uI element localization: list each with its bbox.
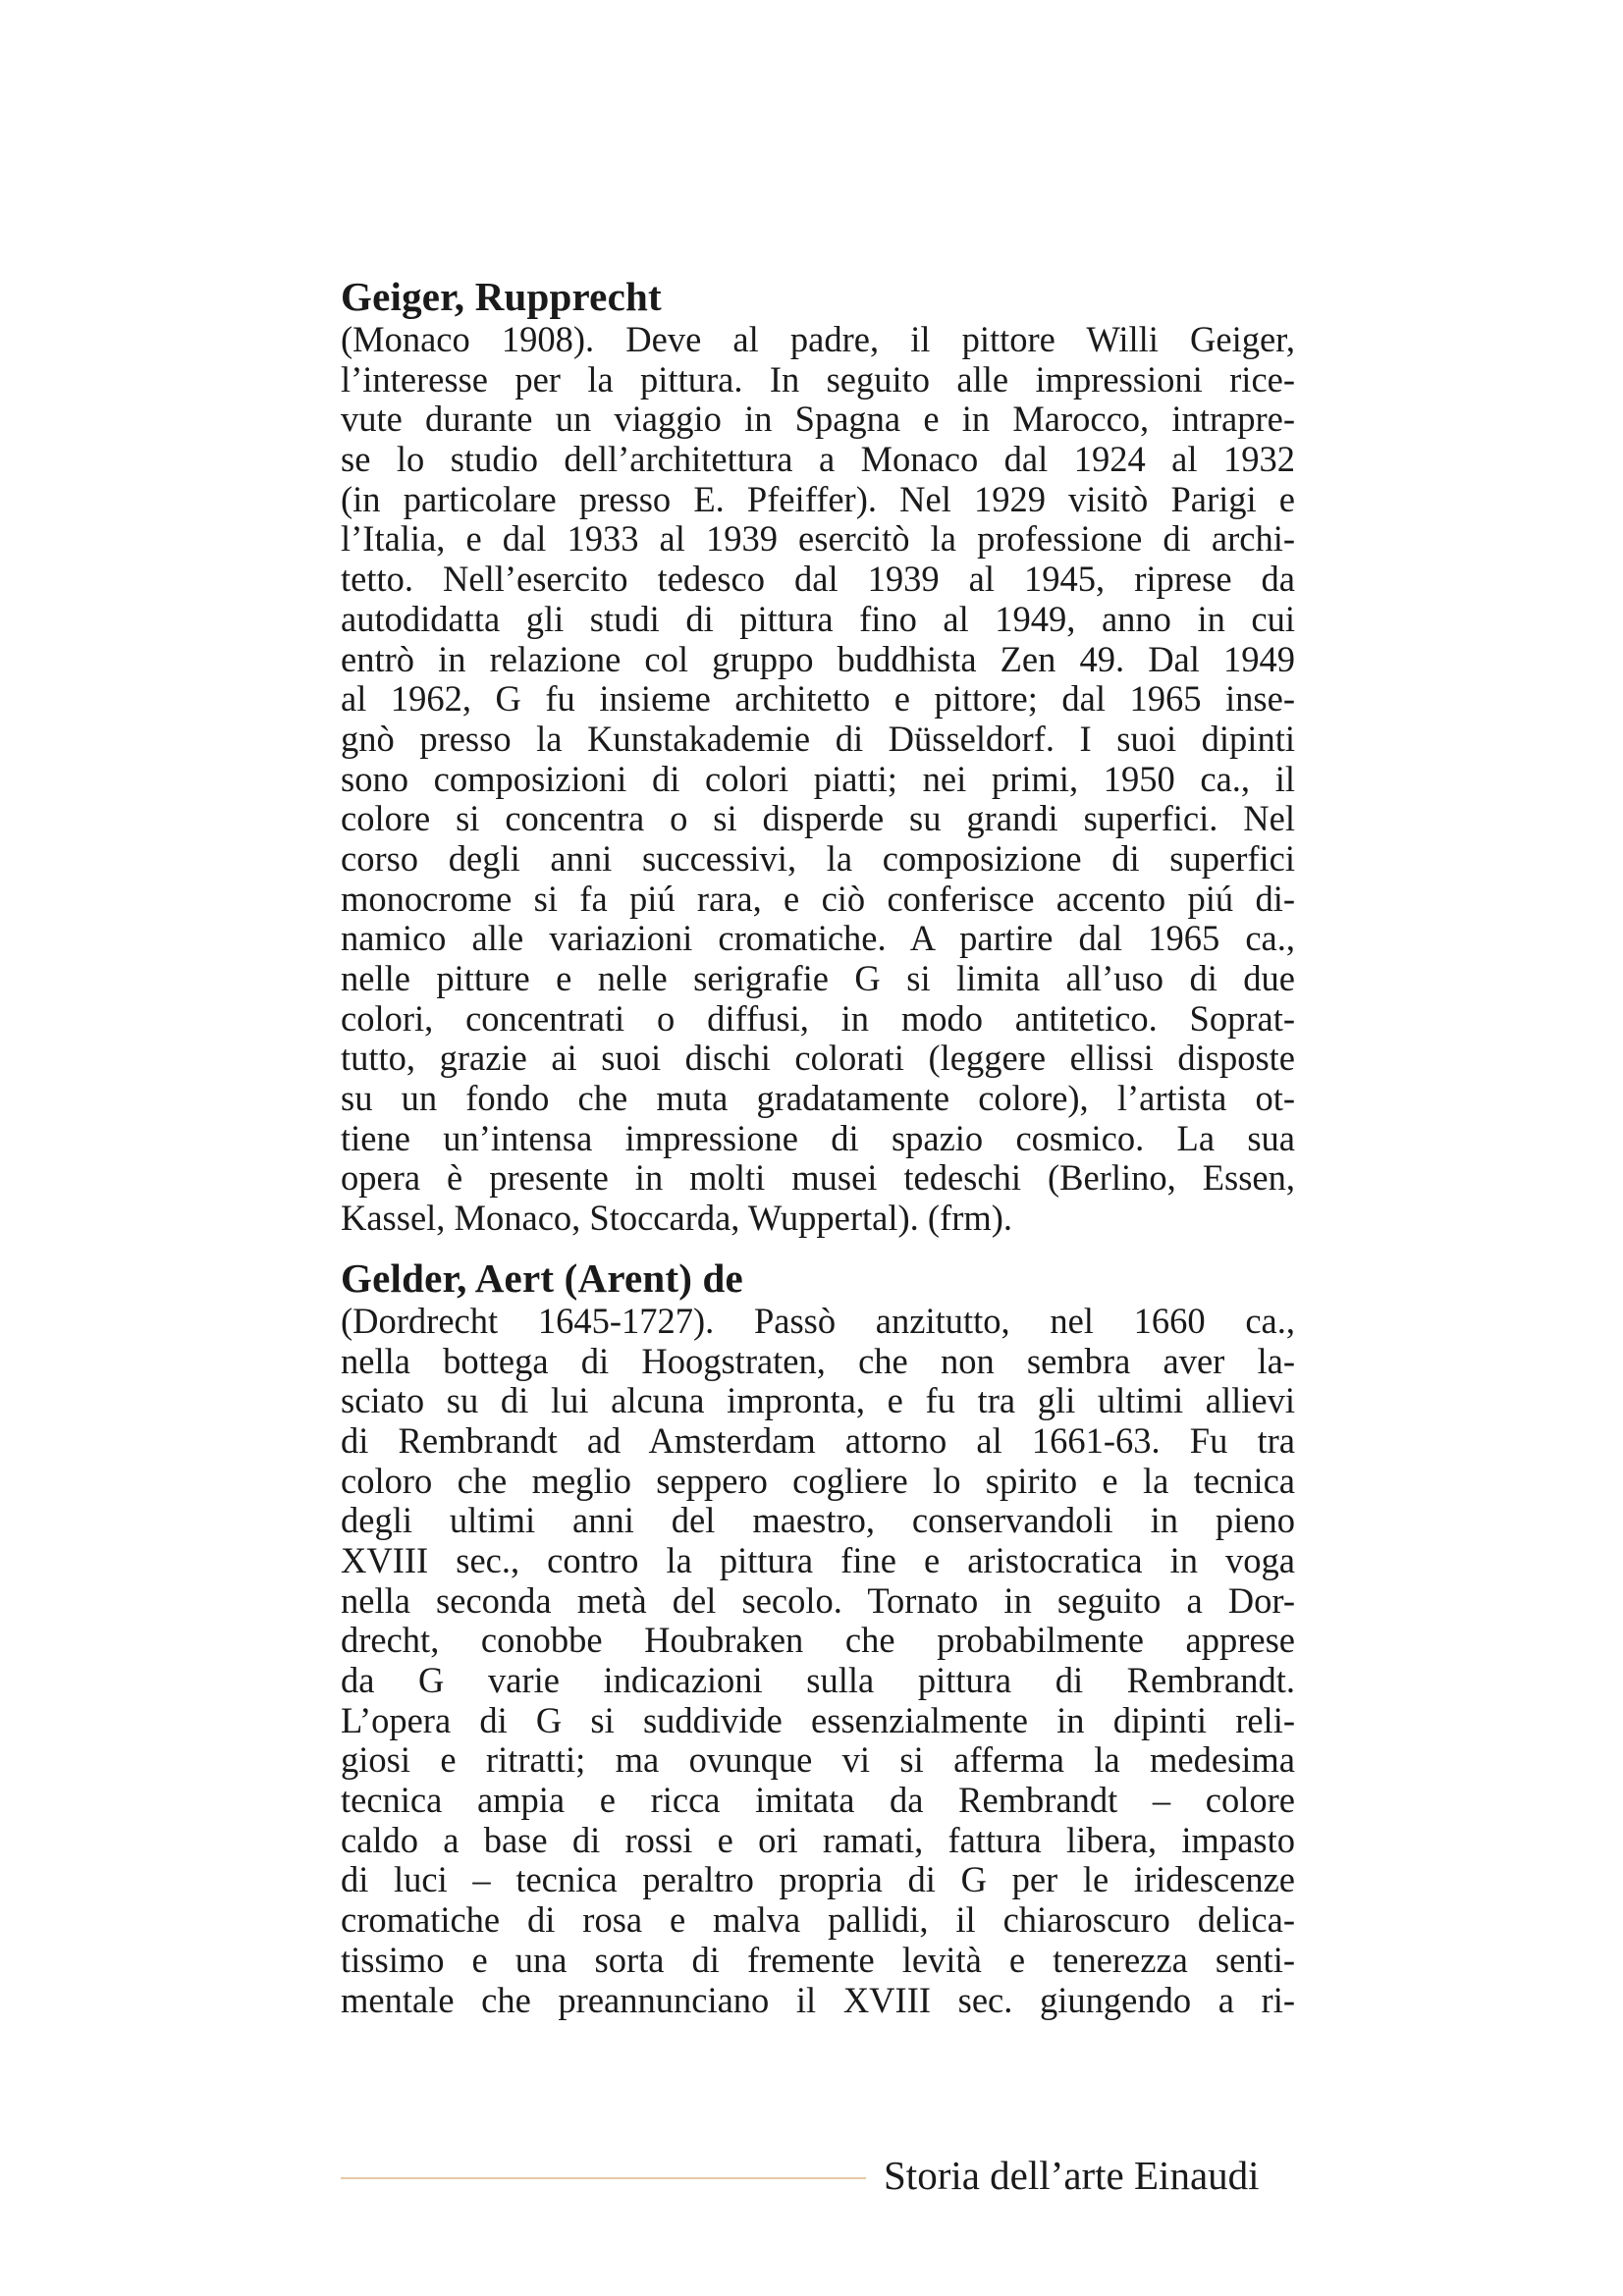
- body-line: da G varie indicazioni sulla pittura di Rembrandt.: [341, 1660, 1295, 1700]
- body-line: Kassel, Monaco, Stoccarda, Wuppertal). (frm).: [341, 1198, 1013, 1239]
- document-page: [341, 273, 1295, 2020]
- body-line: l’interesse per la pittura. In seguito alle impressioni rice-: [341, 358, 1295, 400]
- entry-body: [341, 320, 1295, 1239]
- body-line: degli ultimi anni del maestro, conservandoli in pieno: [341, 1500, 1295, 1541]
- body-line: (Dordrecht 1645-1727). Passò anzitutto, nel 1660 ca.,: [341, 1300, 1295, 1341]
- body-line: nella bottega di Hoogstraten, che non sembra aver la-: [341, 1340, 1295, 1381]
- body-line: namico alle variazioni cromatiche. A partire dal 1965 ca.,: [341, 918, 1295, 959]
- body-line: colore si concentra o si disperde su grandi superfici. Nel: [341, 798, 1295, 839]
- entry-title: Geiger, Rupprecht: [341, 274, 662, 319]
- body-line: opera è presente in molti musei tedeschi (Berlino, Essen,: [341, 1157, 1295, 1199]
- body-line: entrò in relazione col gruppo buddhista Zen 49. Dal 1949: [341, 638, 1295, 679]
- body-line: autodidatta gli studi di pittura fino al 1949, anno in cui: [341, 598, 1295, 639]
- body-line: l’Italia, e dal 1933 al 1939 esercitò la professione di archi-: [341, 518, 1295, 560]
- body-line: su un fondo che muta gradatamente colore), l’artista ot-: [341, 1078, 1295, 1119]
- body-line: mentale che preannunciano il XVIII sec. giungendo a ri-: [341, 1979, 1295, 2020]
- body-line: sciato su di lui alcuna impronta, e fu tra gli ultimi allievi: [341, 1380, 1295, 1421]
- body-line: drecht, conobbe Houbraken che probabilmente apprese: [341, 1620, 1295, 1661]
- body-line: al 1962, G fu insieme architetto e pittore; dal 1965 inse-: [341, 678, 1295, 720]
- body-line: gnò presso la Kunstakademie di Düsseldorf. I suoi dipinti: [341, 718, 1295, 759]
- body-line: colori, concentrati o diffusi, in modo antitetico. Soprat-: [341, 997, 1295, 1039]
- body-line: corso degli anni successivi, la composizione di superfici: [341, 837, 1295, 879]
- body-line: di Rembrandt ad Amsterdam attorno al 1661-63. Fu tra: [341, 1419, 1295, 1461]
- body-line: tissimo e una sorta di fremente levità e tenerezza senti-: [341, 1939, 1295, 1980]
- body-line: (in particolare presso E. Pfeiffer). Nel 1929 visitò Parigi e: [341, 478, 1295, 519]
- entry-body: [341, 1302, 1295, 2020]
- body-line: di luci – tecnica peraltro propria di G per le iridescenze: [341, 1859, 1295, 1900]
- body-line: tetto. Nell’esercito tedesco dal 1939 al 1945, riprese da: [341, 559, 1295, 600]
- body-line: tiene un’intensa impressione di spazio cosmico. La sua: [341, 1117, 1295, 1158]
- body-line: nella seconda metà del secolo. Tornato in seguito a Dor-: [341, 1579, 1295, 1621]
- body-line: sono composizioni di colori piatti; nei primi, 1950 ca., il: [341, 758, 1295, 799]
- body-line: vute durante un viaggio in Spagna e in Marocco, intrapre-: [341, 399, 1295, 440]
- entry-gelder: [341, 1255, 1295, 2020]
- body-line: XVIII sec., contro la pittura fine e aristocratica in voga: [341, 1539, 1295, 1580]
- body-line: L’opera di G si suddivide essenzialmente in dipinti reli-: [341, 1699, 1295, 1740]
- body-line: tecnica ampia e ricca imitata da Rembrandt – colore: [341, 1780, 1295, 1821]
- body-line: cromatiche di rosa e malva pallidi, il chiaroscuro delica-: [341, 1899, 1295, 1941]
- footer-publisher: Storia dell’arte Einaudi: [884, 2153, 1260, 2198]
- body-line: monocrome si fa piú rara, e ciò conferisce accento piú di-: [341, 878, 1295, 919]
- body-line: giosi e ritratti; ma ovunque vi si afferma la medesima: [341, 1739, 1295, 1781]
- entry-title: Gelder, Aert (Arent) de: [341, 1255, 743, 1301]
- footer-rule: [341, 2177, 866, 2179]
- entry-geiger: [341, 273, 1295, 1239]
- body-line: (Monaco 1908). Deve al padre, il pittore Willi Geiger,: [341, 319, 1295, 359]
- body-line: coloro che meglio seppero cogliere lo spirito e la tecnica: [341, 1460, 1295, 1501]
- body-line: se lo studio dell’architettura a Monaco dal 1924 al 1932: [341, 439, 1295, 480]
- body-line: caldo a base di rossi e ori ramati, fattura libera, impasto: [341, 1819, 1295, 1860]
- body-line: nelle pitture e nelle serigrafie G si limita all’uso di due: [341, 958, 1295, 998]
- body-line: tutto, grazie ai suoi dischi colorati (leggere ellissi disposte: [341, 1038, 1295, 1079]
